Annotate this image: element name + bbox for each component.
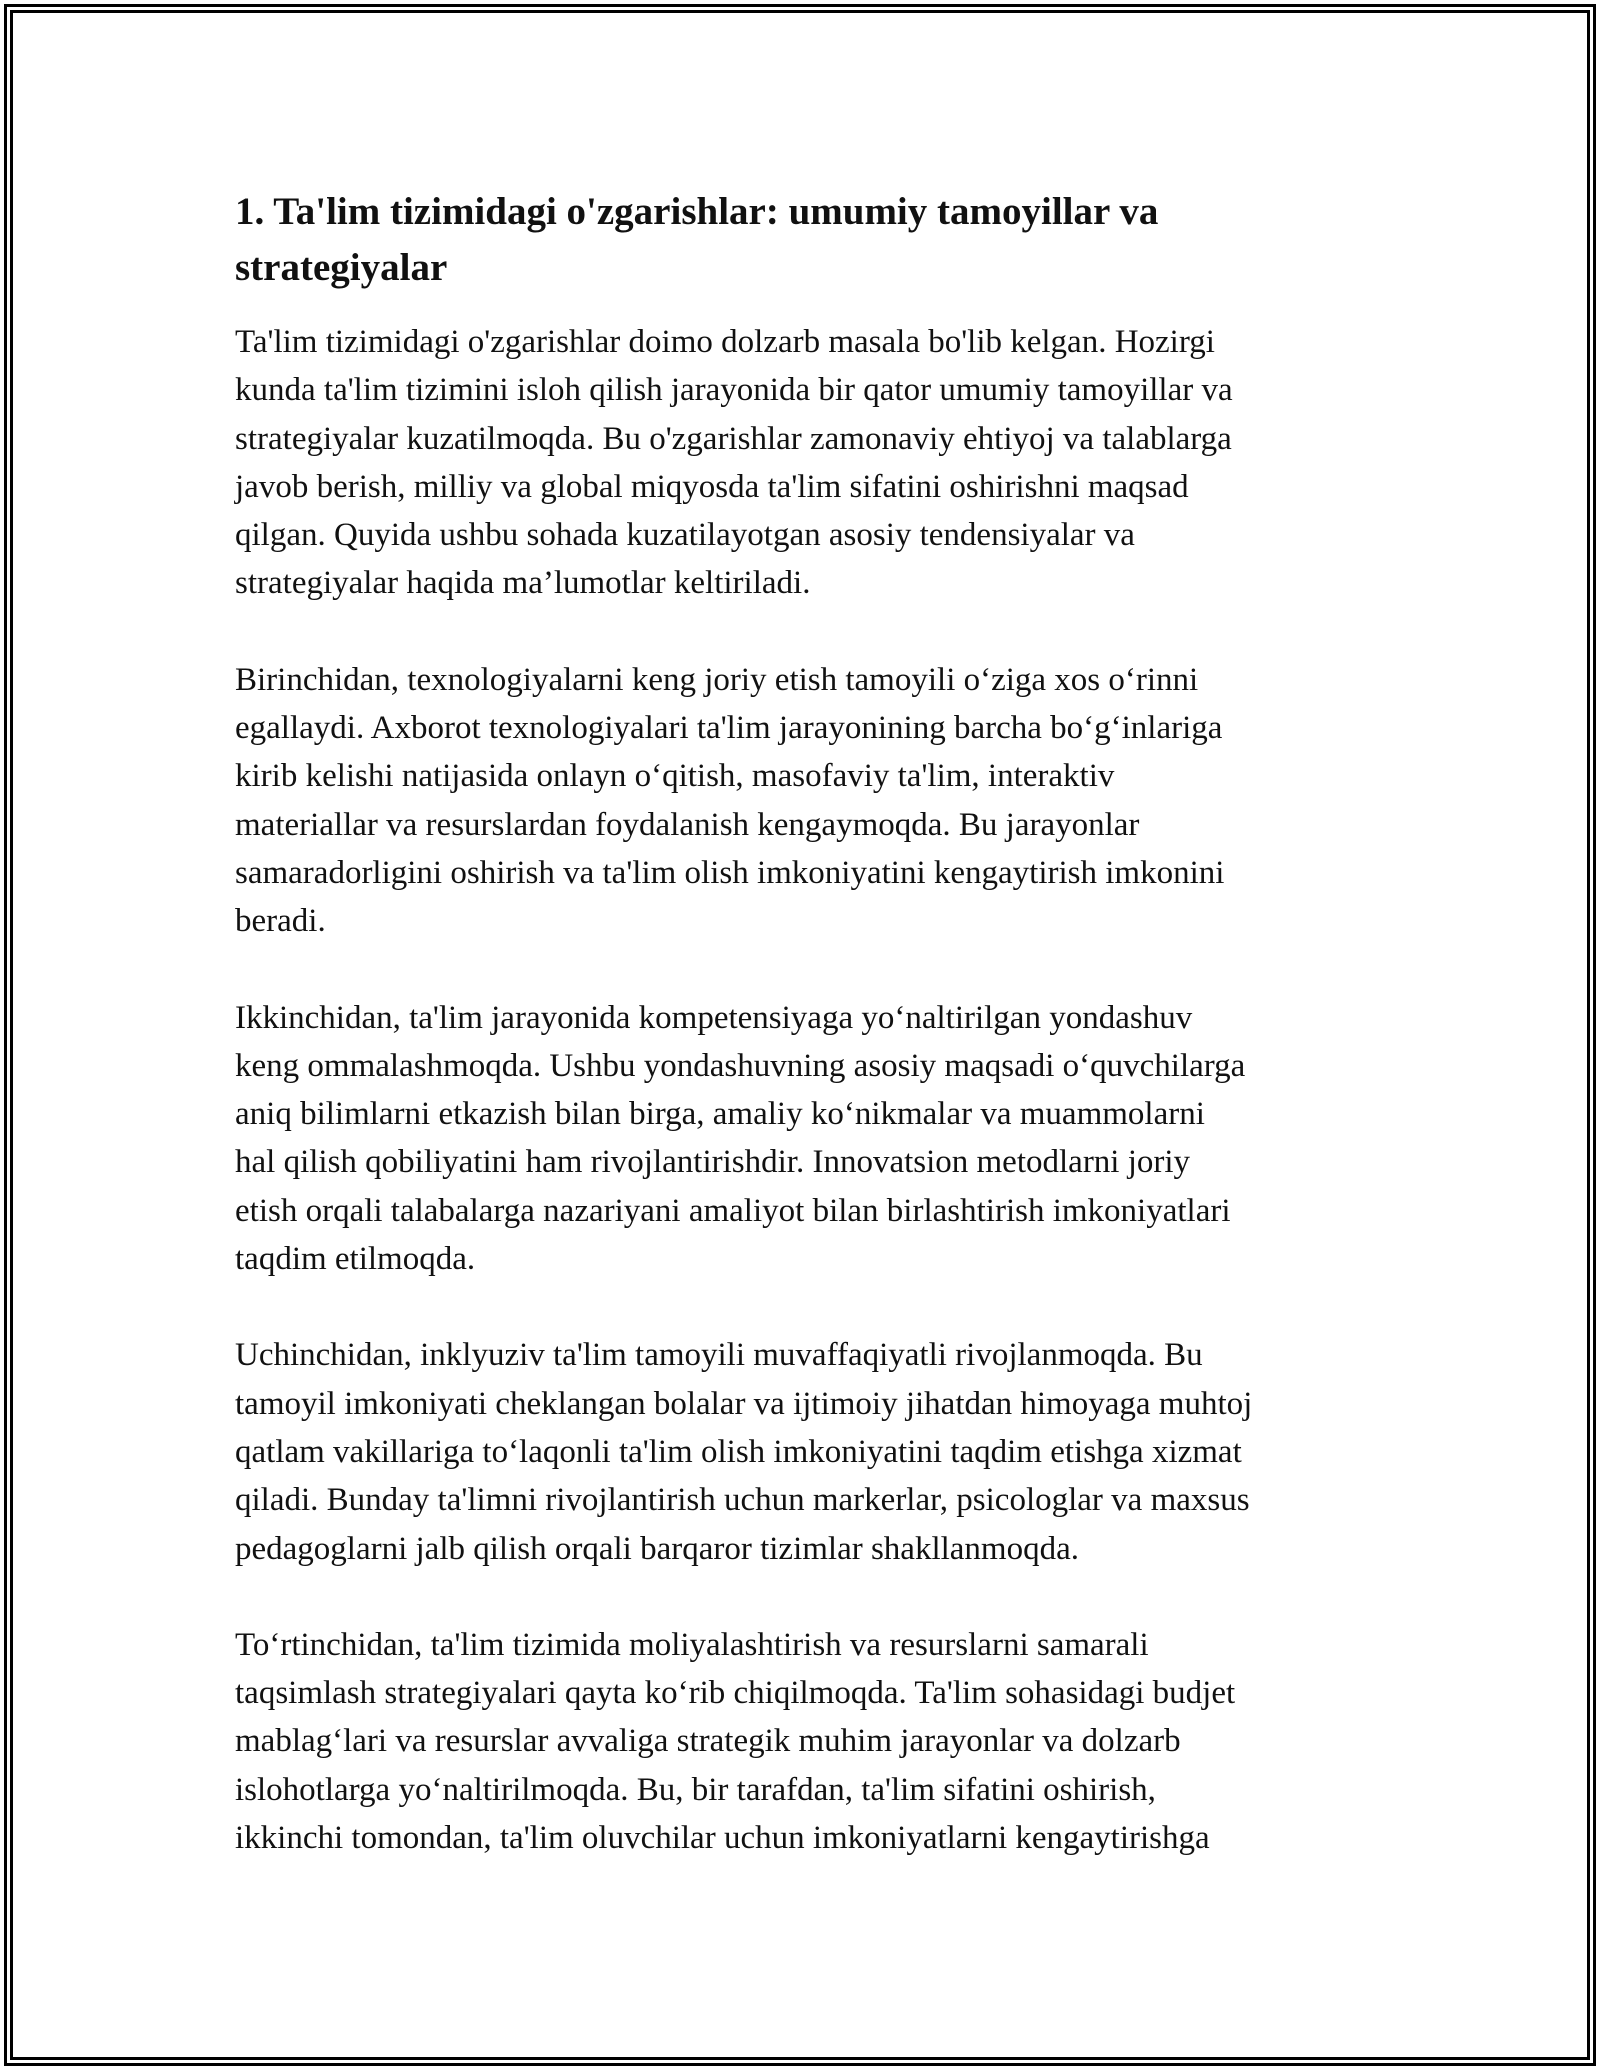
text-line: materiallar va resurslardan foydalanish kengaymoqda. Bu jarayonlar [235,806,1140,843]
text-line: pedagoglarni jalb qilish orqali barqaror tizimlar shakllanmoqda. [235,1530,1079,1567]
text-line: ikkinchi tomondan, ta'lim oluvchilar uchun imkoniyatlarni kengaytirishga [235,1820,1210,1857]
paragraph-second [235,994,1385,1284]
text-line: Ikkinchidan, ta'lim jarayonida kompetensiyaga yo‘naltirilgan yondashuv [235,999,1193,1036]
text-line: hal qilish qobiliyatini ham rivojlantirishdir. Innovatsion metodlarni joriy [235,1144,1191,1181]
text-line: beradi. [235,903,326,940]
text-line: keng ommalashmoqda. Ushbu yondashuvning asosiy maqsadi o‘quvchilarga [235,1047,1246,1084]
paragraph-intro [235,318,1385,608]
text-line: islohotlarga yo‘naltirilmoqda. Bu, bir tarafdan, ta'lim sifatini oshirish, [235,1771,1156,1808]
section-heading [235,184,1385,296]
text-line: qatlam vakillariga to‘laqonli ta'lim olish imkoniyatini taqdim etishga xizmat [235,1433,1242,1470]
paragraph-fourth [235,1621,1385,1862]
text-line: qilgan. Quyida ushbu sohada kuzatilayotgan asosiy tendensiyalar va [235,517,1135,554]
text-line: javob berish, milliy va global miqyosda ta'lim sifatini oshirishni maqsad [235,468,1189,505]
text-line: aniq bilimlarni etkazish bilan birga, amaliy ko‘nikmalar va muammolarni [235,1096,1205,1133]
text-line: To‘rtinchidan, ta'lim tizimida moliyalashtirish va resurslarni samarali [235,1626,1149,1663]
text-line: strategiyalar haqida ma’lumotlar keltiriladi. [235,565,811,602]
text-line: kunda ta'lim tizimini isloh qilish jarayonida bir qator umumiy tamoyillar va [235,372,1233,409]
text-line: kirib kelishi natijasida onlayn o‘qitish, masofaviy ta'lim, interaktiv [235,758,1115,795]
text-line: taqdim etilmoqda. [235,1241,476,1278]
text-line: Ta'lim tizimidagi o'zgarishlar doimo dolzarb masala bo'lib kelgan. Hozirgi [235,324,1215,360]
paragraph-first [235,656,1385,946]
text-line: tamoyil imkoniyati cheklangan bolalar va ijtimoiy jihatdan himoyaga muhtoj [235,1385,1253,1422]
text-line: qiladi. Bunday ta'limni rivojlantirish uchun markerlar, psicologlar va maxsus [235,1482,1250,1519]
heading-line: strategiyalar [235,246,448,289]
text-line: Uchinchidan, inklyuziv ta'lim tamoyili muvaffaqiyatli rivojlanmoqda. Bu [235,1337,1203,1374]
heading-line: 1. Ta'lim tizimidagi o'zgarishlar: umumiy tamoyillar va [235,190,1159,233]
text-line: etish orqali talabalarga nazariyani amaliyot bilan birlashtirish imkoniyatlari [235,1192,1231,1229]
document-content [235,184,1385,1910]
text-line: mablag‘lari va resurslar avvaliga strategik muhim jarayonlar va dolzarb [235,1723,1181,1760]
text-line: egallaydi. Axborot texnologiyalari ta'lim jarayonining barcha bo‘g‘inlariga [235,710,1223,747]
paragraph-third [235,1331,1385,1572]
text-line: taqsimlash strategiyalari qayta ko‘rib chiqilmoqda. Ta'lim sohasidagi budjet [235,1675,1236,1712]
text-line: Birinchidan, texnologiyalarni keng joriy etish tamoyili o‘ziga xos o‘rinni [235,661,1199,698]
text-line: strategiyalar kuzatilmoqda. Bu o'zgarishlar zamonaviy ehtiyoj va talablarga [235,420,1232,457]
text-line: samaradorligini oshirish va ta'lim olish imkoniyatini kengaytirish imkonini [235,854,1225,891]
